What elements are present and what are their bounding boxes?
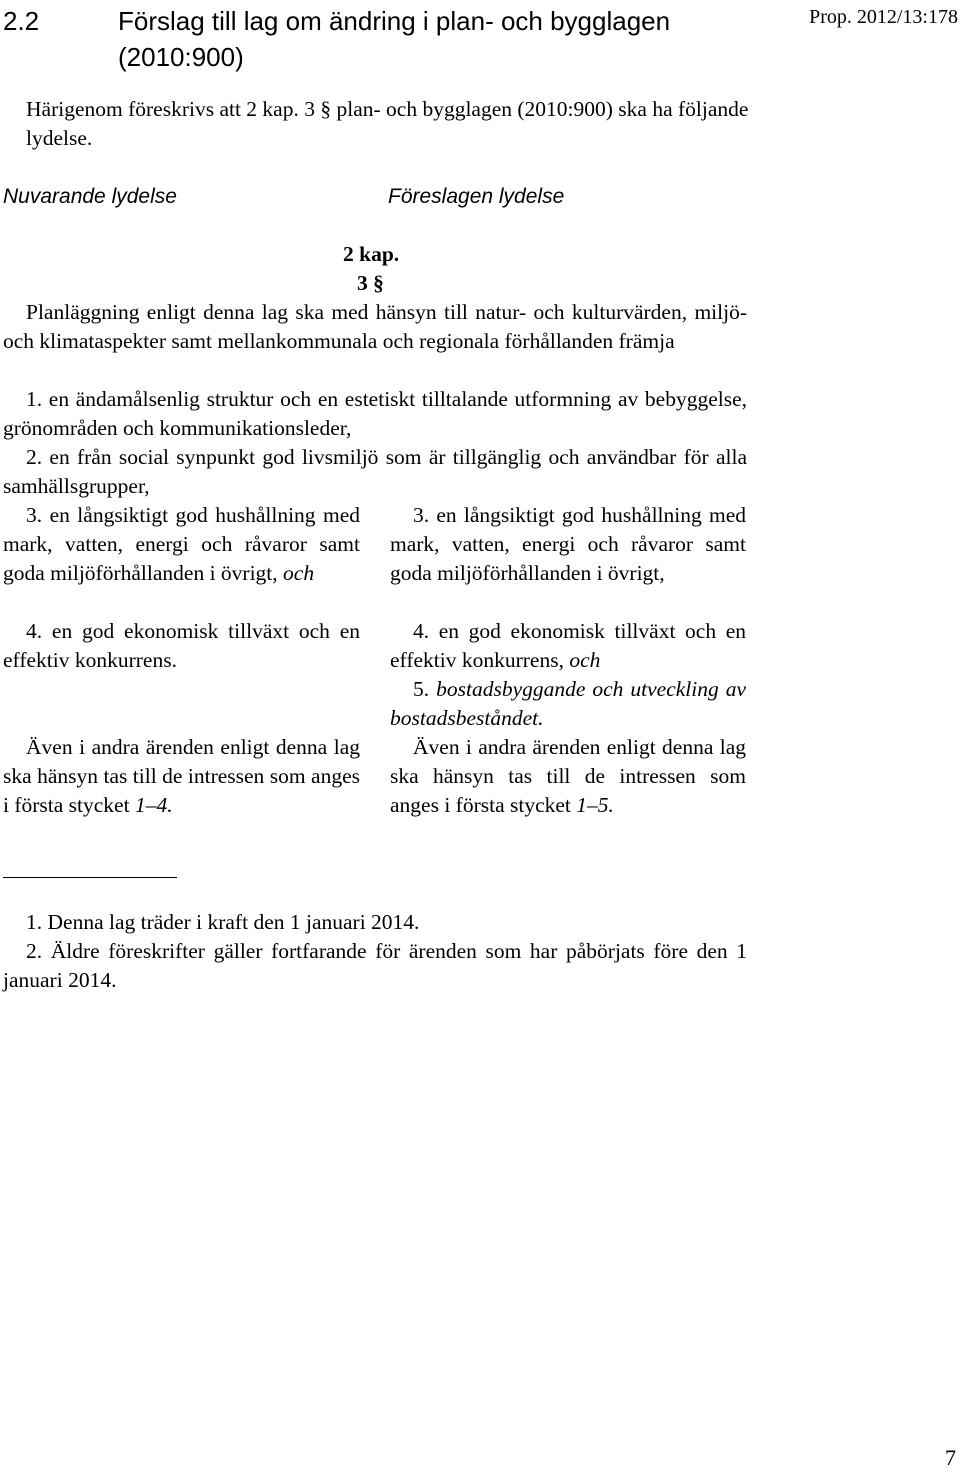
paragraph-heading: 3 § — [357, 271, 384, 295]
common-item-1: 1. en ändamålsenlig struktur och en estetiskt tilltalande utformning av bebyggelse, grönområden och kommunikationsleder, — [3, 387, 747, 440]
current-closing-ref: 1–4. — [134, 793, 173, 817]
common-item-2: 2. en från social synpunkt god livsmiljö som är tillgänglig och användbar för alla samhällsgrupper, — [3, 445, 747, 498]
proposed-closing-text: Även i andra ärenden enligt denna lag ska hänsyn tas till de intressen som anges i första stycket — [390, 735, 746, 817]
current-item-3-text: 3. en långsiktigt god hushållning med mark, vatten, energi och råvaror samt goda miljöförhållanden i övrigt, — [3, 503, 360, 585]
proposed-item-4 — [390, 617, 746, 675]
section-number: 2.2 — [3, 6, 40, 36]
transitional-item-2: 2. Äldre föreskrifter gäller fortfarande för ärenden som har påbörjats före den 1 januari 2014. — [3, 939, 747, 992]
proposition-reference: Prop. 2012/13:178 — [809, 6, 958, 28]
common-lead-text: Planläggning enligt denna lag ska med hänsyn till natur- och kulturvärden, miljö- och klimataspekter samt mellankommunala och regionala förhållanden främja — [3, 300, 747, 353]
proposed-item-4-italic: och — [569, 648, 601, 672]
proposed-item-3: 3. en långsiktigt god hushållning med mark, vatten, energi och råvaror samt goda miljöförhållanden i övrigt, — [390, 503, 746, 585]
proposed-closing-paragraph — [390, 733, 746, 820]
current-closing-paragraph — [3, 733, 360, 820]
proposed-wording-heading: Föreslagen lydelse — [388, 185, 565, 208]
proposed-item-5-number: 5. — [413, 677, 430, 701]
proposed-item-4-text: 4. en god ekonomisk tillväxt och en effektiv konkurrens, — [390, 619, 746, 672]
current-item-3 — [3, 501, 360, 588]
separator-line — [3, 877, 177, 878]
proposed-item-5-text: bostadsbyggande och utveckling av bostadsbeståndet. — [390, 677, 746, 730]
proposed-closing-ref: 1–5. — [576, 793, 614, 817]
current-wording-heading: Nuvarande lydelse — [3, 185, 177, 208]
section-title: Förslag till lag om ändring i plan- och bygglagen (2010:900) — [118, 6, 671, 72]
transitional-item-1: 1. Denna lag träder i kraft den 1 januari 2014. — [26, 910, 420, 934]
current-closing-text: Även i andra ärenden enligt denna lag ska hänsyn tas till de intressen som anges i första stycket — [3, 735, 360, 817]
proposed-item-5 — [390, 675, 746, 733]
current-item-3-italic: och — [283, 561, 315, 585]
current-item-4: 4. en god ekonomisk tillväxt och en effektiv konkurrens. — [3, 619, 360, 672]
intro-text: Härigenom föreskrivs att 2 kap. 3 § plan- och bygglagen (2010:900) ska ha följande lydelse. — [26, 97, 749, 150]
chapter-heading: 2 kap. — [343, 242, 400, 266]
page-number: 7 — [945, 1445, 956, 1470]
